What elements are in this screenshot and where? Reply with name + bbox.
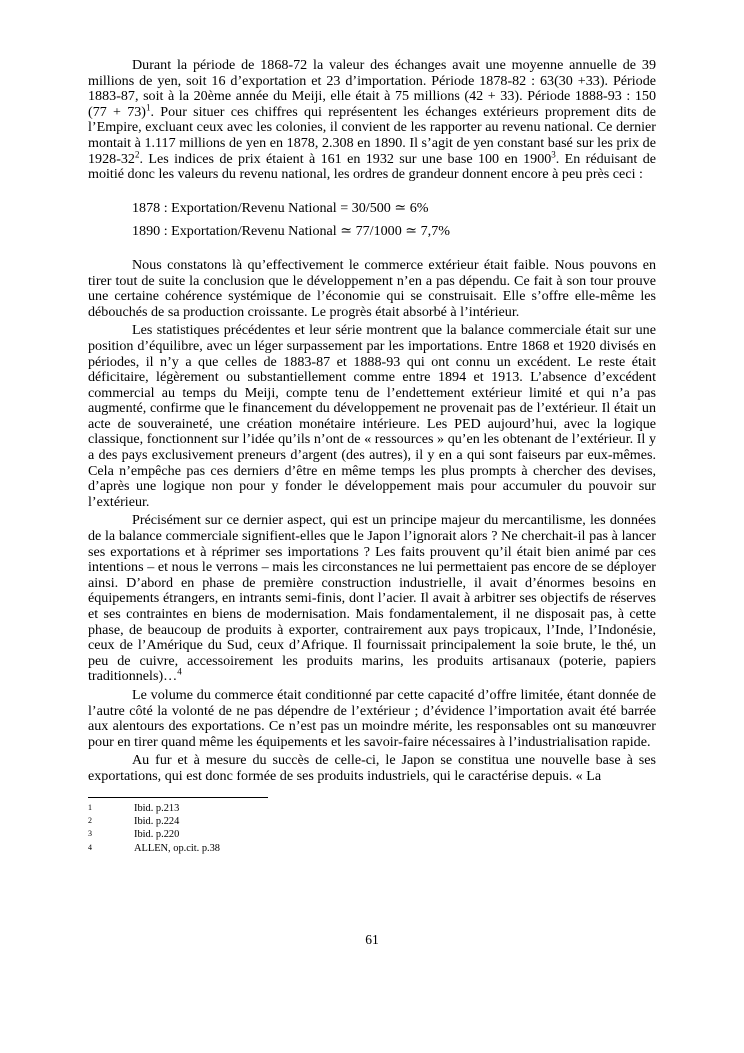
footnote-ref-4: 4 — [177, 666, 182, 677]
footnote-text: Ibid. p.213 — [134, 802, 180, 814]
footnote-number: 1 — [88, 802, 92, 812]
footnote-ref-2: 2 — [134, 148, 140, 159]
footnote-number: 4 — [88, 842, 92, 852]
body-text — [88, 58, 656, 785]
paragraph-1-part-b: . Pour situer ces chiffres qui représentent les échanges extérieurs proprement dits de l’Empire, excluant ceux avec les colonies, il convient de les rapporter au revenu national. Ce dernier montait à 1.117 millions de yen en 1878, 2.308 en 1890. Il s’agit de yen constant basé sur les prix de 1928-32 — [88, 103, 657, 167]
formula-1878: 1878 : Exportation/Revenu National = 30/500 ≃ 6% — [132, 199, 429, 216]
paragraph-1-part-d: . En réduisant de moitié donc les valeurs du revenu national, les ordres de grandeur donnent encore à peu près ceci : — [88, 150, 657, 183]
paragraph-1-part-a: Durant la période de 1868-72 la valeur des échanges avait une moyenne annuelle de 39 millions de yen, soit 16 d’exportation et 23 d’importation. Période 1878-82 : 63(30 +33). Période 1883-87, soit à la 20ème année du Meiji, elle était à 75 millions (42 + 33). Période 1888-93 : 150 (77 + 73) — [88, 57, 656, 120]
footnote-number: 3 — [88, 829, 92, 839]
footnote-separator — [88, 797, 268, 798]
paragraph-5: Le volume du commerce était conditionné par cette capacité d’offre limitée, étant donnée de l’autre côté la volonté de ne pas dépendre de l’extérieur ; d’évidence l’importation avait été barrée aux alentours des exportations. Ce n’est pas un moindre mérite, les responsables ont su manœuvrer pour en tirer quand même les équipements et les savoir-faire nécessaires à l’industrialisation rapide. — [88, 686, 656, 750]
footnote-text: Ibid. p.220 — [134, 829, 180, 841]
formula-block — [132, 201, 656, 240]
paragraph-1 — [88, 58, 656, 183]
paragraph-1-part-c: . Les indices de prix étaient à 161 en 1932 sur une base 100 en 1900 — [139, 150, 552, 167]
footnote-3 — [88, 828, 656, 841]
footnote-ref-1: 1 — [146, 102, 151, 113]
footnote-1 — [88, 802, 656, 815]
footnote-2 — [88, 815, 656, 828]
paragraph-3: Les statistiques précédentes et leur série montrent que la balance commerciale était sur une position d’équilibre, avec un léger surpassement par les importations. Entre 1868 et 1920 divisés en périodes, il n’y a que celles de 1883-87 et 1888-93 qui ont connu un excédent. Le reste était déficitaire, légèrement ou substantiellement comme entre 1894 et 1913. L’absence d’excédent commercial au temps du Meiji, compte tenu de l’endettement extérieur limité et qui n’a pas augmenté, confirme que le financement du développement ne provenait pas de l’extérieur. Il était un acte de souveraineté, une création monétaire intérieure. Les PED aujourd’hui, avec la logique classique, fonctionnent sur l’idée qu’ils n’ont de « ressources » qu’en les obtenant de l’extérieur. Il y a des pays exclusivement preneurs d’argent (des autres), il y en a qui sont faiseurs par eux-mêmes. Cela n’empêche pas ces derniers d’être en même temps les plus prompts à chercher des devises, d’après une logique non pour y fonder le développement mais pour accumuler du pouvoir sur l’extérieur. — [88, 322, 656, 510]
paragraph-4-text: Précisément sur ce dernier aspect, qui est un principe majeur du mercantilisme, les données de la balance commerciale signifient-elles que le Japon l’ignorait alors ? Ne cherchait-il pas à lancer ses exportations et à réprimer ses importations ? Les faits prouvent qu’il était bien animé par ces intentions – et nous le verrons – mais les circonstances ne lui permettaient pas encore de se déployer ainsi. D’abord en phase de première construction industrielle, il avait d’énormes besoins en équipements étrangers, en intrants semi-finis, dont l’acier. Il avait à arbitrer ses objectifs de réserves et ses contraintes en biens de modernisation. Mais fondamentalement, il ne disposait pas, à cette phase, de beaucoup de produits à exporter, contrairement aux pays tropicaux, l’Inde, l’Indonésie, ceux de l’Amérique du Sud, ceux d’Afrique. Il fournissait principalement la soie brute, le thé, un peu de cuivre, accessoirement les produits marins, les produits artisanaux (poterie, papiers traditionnels)… — [88, 512, 656, 685]
footnote-text: Ibid. p.224 — [134, 815, 180, 827]
page-number: 61 — [365, 932, 379, 947]
footnote-ref-3: 3 — [551, 148, 556, 159]
formula-1890: 1890 : Exportation/Revenu National ≃ 77/1000 ≃ 7,7% — [132, 223, 450, 240]
paragraph-6: Au fur et à mesure du succès de celle-ci, le Japon se constitua une nouvelle base à ses exportations, qui est donc formée de ses produits industriels, qui le caractérise depuis. « La — [88, 752, 656, 784]
paragraph-2: Nous constatons là qu’effectivement le commerce extérieur était faible. Nous pouvons en tirer tout de suite la conclusion que le développement n’en a pas dépendu. Ce fait à son tour prouve une certaine cohérence systémique de l’économie qui se construisait. Elle s’offre elle-même les débouchés de sa production croissante. Le progrès était absorbé à l’intérieur. — [88, 256, 656, 320]
footnote-4 — [88, 842, 656, 855]
paragraph-4 — [88, 513, 656, 685]
footnotes — [88, 802, 656, 856]
footnote-number: 2 — [88, 815, 92, 825]
footnote-text: ALLEN, op.cit. p.38 — [134, 842, 220, 854]
